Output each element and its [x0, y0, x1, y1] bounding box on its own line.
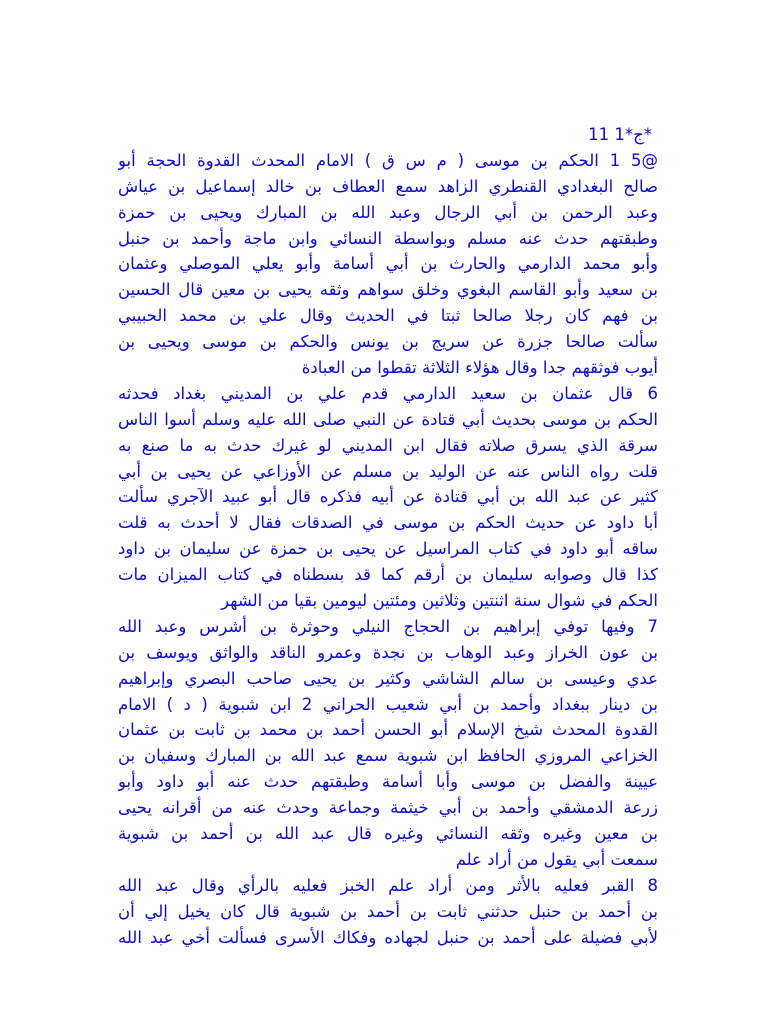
text-line: الحكم في شوال سنة اثنتين وثلاثين ومئتين ليومين بقيا من الشهر	[221, 591, 658, 611]
text-line: عدي وعيسى بن سالم الشاشي وكثير بن يحيى صاحب البصري وإبراهيم	[118, 668, 658, 688]
text-line: بن عون الخراز وعبد الوهاب بن نجدة وعمرو الناقد والواثق ويوسف بن	[118, 642, 658, 662]
text-line: الخزاعي المروزي الحافظ ابن شبوية سمع عبد الله بن المبارك وسفيان بن	[118, 746, 658, 766]
text-line: بن دينار ببغداد وأحمد بن أبي شعيب الحراني 2 ابن شبوية ( د ) الامام	[118, 694, 658, 714]
text-line: 8 القبر فعليه بالأثر ومن أراد علم الخبز فعليه بالرأي وقال عبد الله	[118, 875, 658, 895]
document-body	[118, 122, 658, 951]
text-line: سرقة الذي يسرق صلاته فقال ابن المديني لو غيرك حدث به ما صنع به	[118, 435, 658, 455]
text-line: بن سعيد وأبو القاسم البغوي وخلق سواهم وثقه يحيى بن معين قال الحسين	[118, 280, 658, 300]
text-line: لأبي فضيلة على أحمد بن حنبل لجهاده وفكاك الأسرى فسألت أخي عبد الله	[118, 927, 658, 947]
text-line: وأبو محمد الدارمي والحارث بن أبي أسامة وأبو يعلي الموصلي وعثمان	[118, 254, 658, 274]
text-line: أيوب فوثقهم جدا وقال هؤلاء الثلاثة تقطوا من العبادة	[301, 358, 658, 378]
text-line: بن فهم كان رجلا صالحا ثبتا في الحديث وقال علي بن محمد الحبيبي	[118, 306, 658, 326]
text-line: سألت صالحا جزرة عن سريج بن يونس والحكم بن موسى ويحيى بن	[118, 332, 658, 352]
text-line: 7 وفيها توفي إبراهيم بن الحجاج النيلي وحوثرة بن أشرس وعبد الله	[118, 616, 658, 636]
text-line: بن معين وغيره وثقه النسائي وغيره قال عبد الله بن أحمد بن شبوية	[118, 824, 658, 844]
text-line: أبا داود عن حديث الحكم بن موسى في الصدقات فقال لا أحدث به قلت	[118, 513, 658, 533]
text-line: وطبقتهم حدث عنه مسلم وبواسطة النسائي وابن ماجة وأحمد بن حنبل	[118, 228, 658, 248]
text-line: عيينة والفضل بن موسى وأبا أسامة وطبقتهم حدث عنه أبو داود وأبو	[118, 772, 658, 792]
text-line: زرعة الدمشقي وأحمد بن أبي خيثمة وجماعة وحدث عنه من أقرانه يحيى	[118, 798, 658, 818]
text-line: الحكم بن موسى بحديث أبي قتادة عن النبي صلى الله عليه وسلم أسوا الناس	[118, 409, 658, 429]
text-line: وعبد الرحمن بن أبي الرجال وعبد الله بن المبارك ويحيى بن حمزة	[118, 202, 658, 222]
text-line: ساقه أبو داود في كتاب المراسيل عن يحيى بن حمزة عن سليمان بن داود	[118, 539, 658, 559]
text-line: قلت رواه الناس عنه عن الوليد بن مسلم عن الأوزاعي عن يحيى بن أبي	[118, 461, 658, 481]
text-line: كذا قال وصوابه سليمان بن أرقم كما قد بسطناه في كتاب الميزان مات	[118, 565, 658, 585]
text-line: صالح البغدادي القنطري الزاهد سمع العطاف بن خالد إسماعيل بن عياش	[118, 176, 658, 196]
text-line: القدوة المحدث شيخ الإسلام أبو الحسن أحمد بن محمد بن ثابت بن عثمان	[118, 720, 658, 740]
text-line: بن أحمد بن حنبل حدثني ثابت بن أحمد بن شبوية قال كان يخيل إلي أن	[118, 901, 658, 921]
page-header: 11 ج*1*	[588, 125, 652, 144]
text-line: كثير عن عبد الله بن أبي قتادة عن أبيه فذكره قال أبو عبيد الآجري سألت	[118, 487, 658, 507]
text-line: 6 قال عثمان بن سعيد الدارمي قدم علي بن المديني بغداد فحدثه	[118, 383, 658, 403]
text-line: @5 1 الحكم بن موسى ( م س ق ) الامام المحدث القدوة الحجة أبو	[118, 150, 658, 170]
text-line: سمعت أبي يقول من أراد علم	[455, 849, 658, 869]
